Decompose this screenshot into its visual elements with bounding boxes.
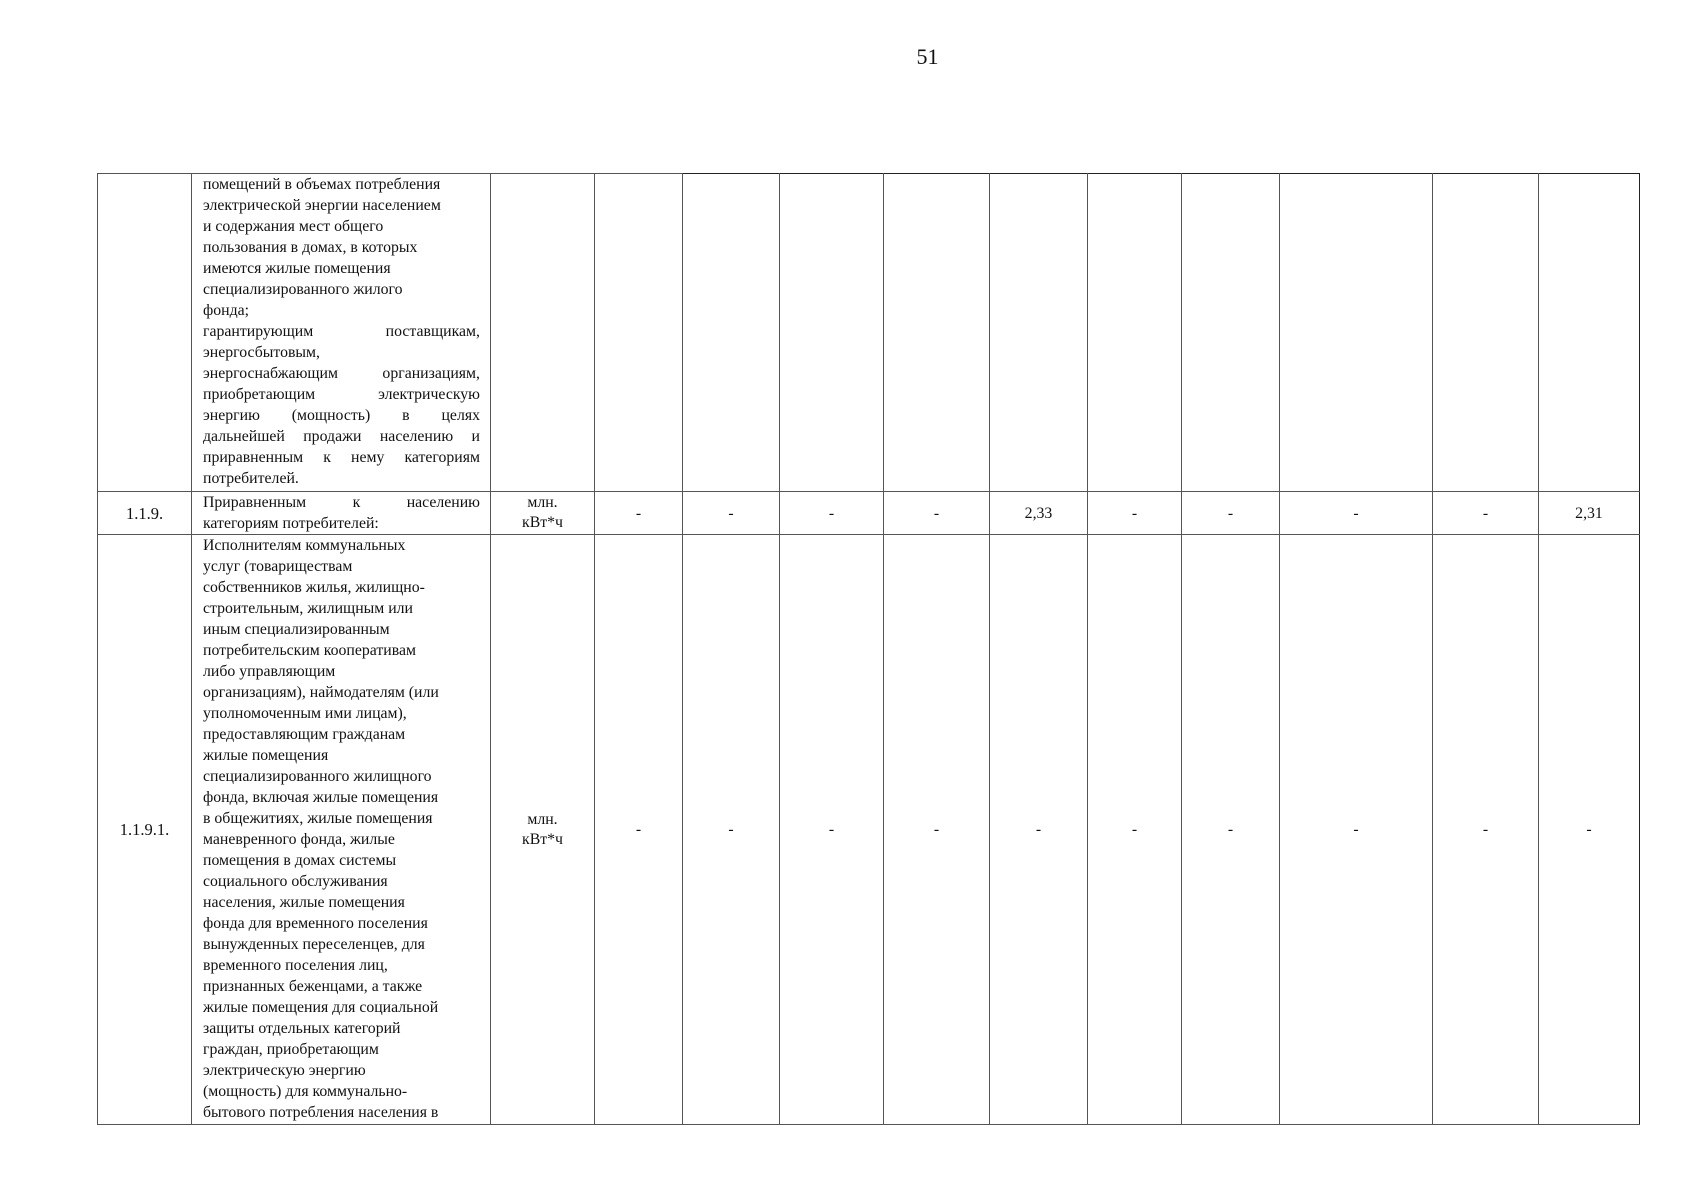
description-line: потребителей. [203,470,299,487]
value-cell: - [1088,492,1182,535]
description-line: вынужденных переселенцев, для [203,936,425,953]
value-cell: - [1433,492,1539,535]
description-line: приобретающим электрическую [203,386,480,403]
value-cell [1280,174,1433,492]
unit-cell [491,174,595,492]
value-cell [884,174,990,492]
value-cell: - [683,492,780,535]
description-line: Исполнителям коммунальных [203,537,406,554]
description-line: помещений в объемах потребления [203,176,441,193]
value-cell: - [1088,535,1182,1125]
value-cell: - [780,535,884,1125]
description-line: помещения в домах системы [203,852,397,869]
value-cell: - [1182,492,1280,535]
value-cell: 2,31 [1539,492,1640,535]
description-line: приравненным к нему категориям [203,449,480,466]
description-line: имеются жилые помещения [203,260,391,277]
unit-cell [491,492,595,535]
description-line: в общежитиях, жилые помещения [203,810,433,827]
description-line: признанных беженцами, а также [203,978,423,995]
description-line: категориям потребителей: [203,515,379,532]
description-line: и содержания мест общего [203,218,384,235]
description-line: уполномоченным ими лицам), [203,705,407,722]
unit-line: млн. [527,494,558,511]
page-number: 51 [916,44,939,69]
description-line: энергоснабжающим организациям, [203,365,480,382]
table-row [98,492,1640,535]
description-line: пользования в домах, в которых [203,239,418,256]
table-row [98,535,1640,1125]
row-number-cell: 1.1.9.1. [98,535,192,1125]
description-line: защиты отдельных категорий [203,1020,401,1037]
unit-line: кВт*ч [522,514,563,531]
value-cell [1182,174,1280,492]
description-line: энергию (мощность) в целях [203,407,480,424]
value-cell: - [1539,535,1640,1125]
value-cell [1088,174,1182,492]
description-line: дальнейшей продажи населению и [203,428,480,445]
value-cell: - [884,535,990,1125]
description-line: жилые помещения для социальной [203,999,439,1016]
description-line: граждан, приобретающим [203,1041,379,1058]
tariff-table [97,173,1640,1125]
description-line: (мощность) для коммунально- [203,1083,408,1100]
description-line: фонда, включая жилые помещения [203,789,439,806]
description-line: организациям), наймодателям (или [203,684,439,701]
value-cell: - [595,535,683,1125]
description-line: услуг (товариществам [203,558,353,575]
description-line: специализированного жилого [203,281,403,298]
description-line: специализированного жилищного [203,768,432,785]
value-cell: - [595,492,683,535]
value-cell: - [884,492,990,535]
description-line: бытового потребления населения в [203,1104,439,1121]
value-cell: 2,33 [990,492,1088,535]
description-line: иным специализированным [203,621,390,638]
row-description [192,492,491,535]
description-line: маневренного фонда, жилые [203,831,395,848]
description-line: строительным, жилищным или [203,600,413,617]
value-cell [595,174,683,492]
description-line: потребительским кооперативам [203,642,416,659]
description-line: Приравненным к населению [203,494,480,511]
description-line: электрическую энергию [203,1062,366,1079]
value-cell: - [683,535,780,1125]
value-cell [1539,174,1640,492]
value-cell [1433,174,1539,492]
description-line: фонда для временного поселения [203,915,428,932]
description-line: гарантирующим поставщикам, [203,323,480,340]
unit-line: кВт*ч [522,830,563,848]
row-description [192,174,491,492]
unit-line: млн. [527,810,558,828]
value-cell [683,174,780,492]
description-line: населения, жилые помещения [203,894,405,911]
value-cell [780,174,884,492]
description-line: фонда; [203,302,250,319]
value-cell: - [1433,535,1539,1125]
description-line: собственников жилья, жилищно- [203,579,425,596]
description-line: либо управляющим [203,663,336,680]
value-cell [990,174,1088,492]
row-description [192,535,491,1125]
value-cell: - [1182,535,1280,1125]
value-cell: - [1280,492,1433,535]
row-number-cell: 1.1.9. [98,492,192,535]
description-line: социального обслуживания [203,873,388,890]
description-line: жилые помещения [203,747,329,764]
description-line: энергосбытовым, [203,344,320,361]
value-cell: - [780,492,884,535]
table-row [98,174,1640,492]
description-line: временного поселения лиц, [203,957,388,974]
description-line: предоставляющим гражданам [203,726,406,743]
row-number-cell [98,174,192,492]
unit-cell [491,535,595,1125]
description-line: электрической энергии населением [203,197,441,214]
value-cell: - [1280,535,1433,1125]
value-cell: - [990,535,1088,1125]
